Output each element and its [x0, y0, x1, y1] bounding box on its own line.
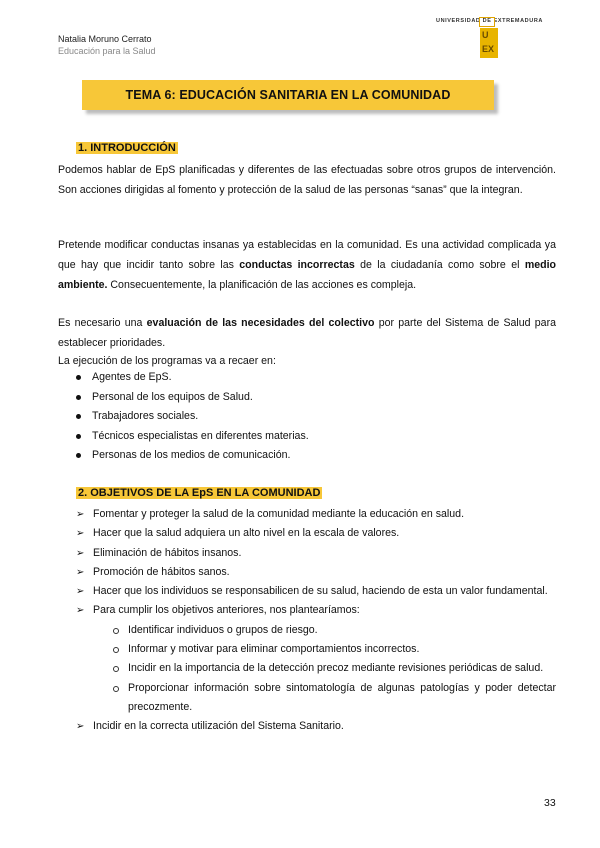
list-item	[76, 601, 556, 717]
logo-text: UNIVERSIDAD DE EXTREMADURA	[436, 18, 543, 24]
bullet-icon	[76, 375, 81, 380]
bold-text: conductas incorrectas	[239, 259, 355, 271]
text-span: de la ciudadanía como sobre el	[354, 259, 525, 271]
list-item-text: Fomentar y proteger la salud de la comunidad mediante la educación en salud.	[93, 508, 465, 520]
logo-letter-u: U	[482, 30, 489, 40]
list-item-text: Eliminación de hábitos insanos.	[93, 546, 242, 559]
arrow-bullet-icon: ➢	[76, 528, 85, 540]
text-span: Pretende modificar conductas insanas ya establecidas en la comunidad. Es una actividad complicada ya que hay que incidir tanto sobre las	[58, 239, 556, 271]
list-item	[76, 446, 546, 466]
list-item	[76, 505, 556, 524]
bold-text: evaluación de las necesidades del colectivo	[146, 317, 375, 329]
bold-text: medio ambiente.	[58, 259, 557, 291]
bullet-icon	[76, 395, 81, 400]
logo-frame-icon	[479, 17, 495, 27]
list-item-text: Agentes de EpS.	[92, 371, 172, 383]
arrow-bullet-icon: ➢	[76, 586, 85, 598]
page-title: TEMA 6: EDUCACIÓN SANITARIA EN LA COMUNIDAD	[82, 80, 494, 110]
list-item	[76, 407, 546, 427]
text-span: Consecuentemente, la planificación de las acciones es compleja.	[107, 279, 417, 291]
sub-list-item	[93, 659, 556, 678]
list-item-text: Técnicos especialistas en diferentes materias.	[92, 429, 309, 442]
sub-list-item	[93, 640, 556, 659]
paragraph	[58, 313, 556, 353]
bullet-icon	[76, 453, 81, 458]
list-item-text: Hacer que la salud adquiera un alto nivel en la escala de valores.	[93, 527, 400, 540]
list-item-text: Hacer que los individuos se responsabilicen de su salud, haciendo de esta un valor fundamental.	[93, 585, 548, 598]
list-item-text: Incidir en la correcta utilización del Sistema Sanitario.	[93, 720, 344, 733]
arrow-list	[76, 505, 556, 737]
arrow-bullet-icon: ➢	[76, 547, 85, 559]
list-item-text: Trabajadores sociales.	[92, 410, 199, 422]
paragraph	[58, 235, 556, 295]
author-name: Natalia Moruno Cerrato	[58, 34, 152, 44]
list-item-text: Personal de los equipos de Salud.	[92, 390, 253, 403]
arrow-bullet-icon: ➢	[76, 509, 85, 520]
university-logo	[436, 18, 556, 60]
page-number: 33	[544, 797, 556, 809]
sub-list-item-text: Proporcionar información sobre sintomatología de algunas patologías y poder detectar precozmente.	[128, 681, 556, 713]
bullet-list	[76, 368, 546, 466]
sub-list-item-text: Informar y motivar para eliminar comportamientos incorrectos.	[128, 643, 420, 656]
logo-letter-ex: EX	[482, 44, 495, 54]
subject-name: Educación para la Salud	[58, 46, 156, 56]
list-item-text: Para cumplir los objetivos anteriores, nos plantearíamos:	[93, 604, 360, 617]
section-heading-introduccion	[76, 142, 178, 154]
section-heading-text: 2. OBJETIVOS DE LA EpS EN LA COMUNIDAD	[78, 487, 321, 499]
list-item	[76, 544, 556, 563]
list-item	[76, 717, 556, 736]
section-heading-objetivos	[76, 487, 322, 499]
circle-bullet-icon	[113, 628, 119, 634]
list-item-text: Personas de los medios de comunicación.	[92, 449, 291, 461]
arrow-bullet-icon: ➢	[76, 605, 85, 617]
sub-list	[93, 621, 556, 717]
arrow-bullet-icon: ➢	[76, 721, 85, 733]
logo-mark	[480, 28, 498, 58]
list-item	[76, 388, 546, 408]
paragraph: La ejecución de los programas va a recaer en:	[58, 355, 276, 367]
circle-bullet-icon	[113, 686, 119, 692]
text-span: Es necesario una	[58, 317, 147, 329]
bullet-icon	[76, 414, 81, 419]
paragraph: Podemos hablar de EpS planificadas y diferentes de las efectuadas sobre otros grupos de intervención. Son acciones dirigidas al fomento y protección de la salud de las personas “sanas” que la integran.	[58, 164, 556, 196]
sub-list-item	[93, 679, 556, 718]
arrow-bullet-icon: ➢	[76, 566, 85, 578]
list-item-text: Promoción de hábitos sanos.	[93, 565, 230, 578]
list-item	[76, 582, 556, 601]
list-item	[76, 524, 556, 543]
list-item	[76, 368, 546, 388]
section-heading-text: 1. INTRODUCCIÓN	[78, 142, 176, 154]
sub-list-item	[93, 621, 556, 640]
bullet-icon	[76, 434, 81, 439]
text-span: por parte del Sistema de Salud para establecer prioridades.	[58, 317, 556, 349]
sub-list-item-text: Identificar individuos o grupos de riesgo.	[128, 623, 318, 636]
sub-list-item-text: Incidir en la importancia de la detección precoz mediante revisiones periódicas de salud.	[128, 662, 544, 675]
list-item	[76, 427, 546, 447]
list-item	[76, 563, 556, 582]
circle-bullet-icon	[113, 666, 119, 672]
circle-bullet-icon	[113, 647, 119, 653]
